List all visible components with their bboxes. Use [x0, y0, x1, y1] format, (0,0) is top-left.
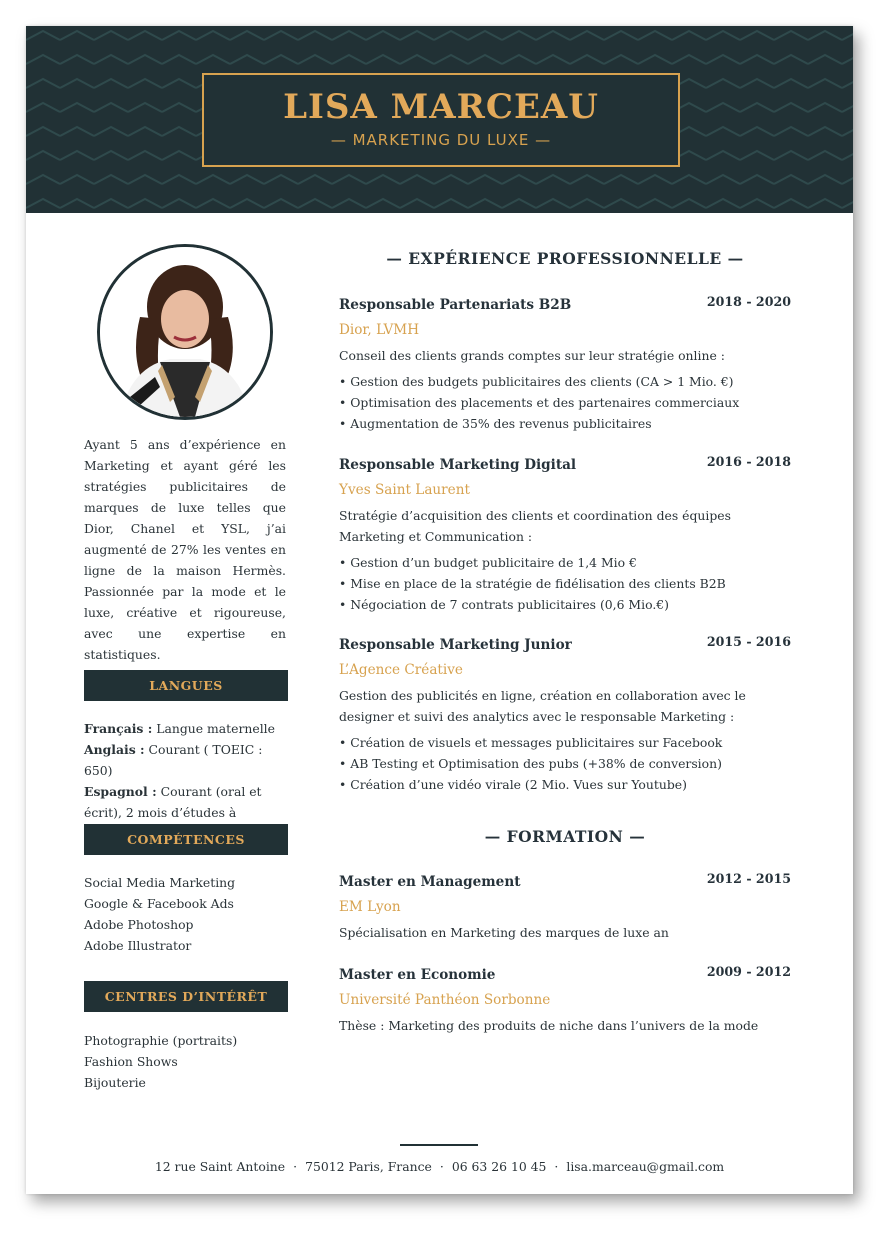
- job-bullet: • AB Testing et Optimisation des pubs (+38% de conversion): [339, 753, 791, 774]
- job-bullet: • Gestion d’un budget publicitaire de 1,4 Mio €: [339, 552, 791, 573]
- job-description: Stratégie d’acquisition des clients et coordination des équipes Marketing et Communication :: [339, 508, 731, 544]
- interests-list: [84, 1030, 294, 1093]
- job-title: Responsable Marketing Junior: [339, 637, 572, 653]
- language-item: Espagnol : Courant (oral et écrit), 2 mois d’études à: [84, 784, 262, 820]
- skill-item: Google & Facebook Ads: [84, 896, 234, 911]
- job-bullet: • Mise en place de la stratégie de fidélisation des clients B2B: [339, 573, 791, 594]
- contact-footer: [26, 1159, 853, 1174]
- profile-photo: [97, 244, 273, 420]
- skills-list: [84, 872, 294, 956]
- job-bullet: • Optimisation des placements et des partenaires commerciaux: [339, 392, 791, 413]
- portrait-image: [100, 247, 270, 417]
- candidate-name: LISA MARCEAU: [283, 87, 599, 127]
- footer-divider: [400, 1144, 478, 1146]
- interest-item: Fashion Shows: [84, 1054, 178, 1069]
- language-item: Anglais : Courant ( TOEIC : 650): [84, 742, 263, 778]
- job-description: Gestion des publicités en ligne, création en collaboration avec le designer et suivi des analytics avec le responsable Marketing :: [339, 688, 746, 724]
- job-company: Dior, LVMH: [339, 322, 420, 338]
- job-description: Conseil des clients grands comptes sur leur stratégie online :: [339, 348, 725, 363]
- job-bullet: • Gestion des budgets publicitaires des clients (CA > 1 Mio. €): [339, 371, 791, 392]
- language-item: Français : Langue maternelle: [84, 721, 275, 736]
- contact-city: 75012 Paris, France: [305, 1159, 432, 1174]
- job-tagline: — MARKETING DU LUXE —: [330, 131, 552, 149]
- degree-dates: 2009 - 2012: [706, 964, 791, 979]
- job-bullets: [339, 552, 791, 615]
- job-dates: 2016 - 2018: [706, 454, 791, 469]
- job-bullet: • Création de visuels et messages publicitaires sur Facebook: [339, 732, 791, 753]
- resume-page: [26, 26, 853, 1194]
- job-bullets: [339, 732, 791, 795]
- job-entry: [339, 294, 791, 434]
- job-bullet: • Création d’une vidéo virale (2 Mio. Vues sur Youtube): [339, 774, 791, 795]
- profile-summary: Ayant 5 ans d’expérience en Marketing et ayant géré les stratégies publicitaires de marques de luxe telles que Dior, Chanel et YSL, j’ai augmenté de 27% les ventes en ligne de la maison Hermès. Passionnée par la mode et le luxe, créative et rigoureuse, avec une expertise en statistiques.: [84, 437, 286, 662]
- job-dates: 2018 - 2020: [706, 294, 791, 309]
- degree-description: Thèse : Marketing des produits de niche dans l’univers de la mode: [339, 1018, 759, 1033]
- separator: ·: [439, 1159, 444, 1174]
- interests-heading: CENTRES D’INTÉRÊT: [84, 981, 288, 1012]
- degree-dates: 2012 - 2015: [706, 871, 791, 886]
- skill-item: Adobe Illustrator: [84, 938, 192, 953]
- skills-heading: COMPÉTENCES: [84, 824, 288, 855]
- job-company: L’Agence Créative: [339, 662, 463, 678]
- degree-description: Spécialisation en Marketing des marques de luxe an: [339, 925, 669, 940]
- job-dates: 2015 - 2016: [706, 634, 791, 649]
- job-entry: [339, 454, 791, 615]
- school-name: EM Lyon: [339, 899, 401, 915]
- interest-item: Bijouterie: [84, 1075, 146, 1090]
- name-frame: [202, 73, 680, 167]
- job-bullet: • Augmentation de 35% des revenus publicitaires: [339, 413, 791, 434]
- job-bullets: [339, 371, 791, 434]
- job-title: Responsable Partenariats B2B: [339, 297, 572, 313]
- separator: ·: [554, 1159, 559, 1174]
- contact-phone: 06 63 26 10 45: [451, 1159, 547, 1174]
- contact-email[interactable]: lisa.marceau@gmail.com: [566, 1159, 725, 1174]
- education-entry: [339, 964, 791, 1036]
- skill-item: Social Media Marketing: [84, 875, 236, 890]
- interest-item: Photographie (portraits): [84, 1033, 238, 1048]
- languages-heading: LANGUES: [84, 670, 288, 701]
- education-heading: — FORMATION —: [484, 827, 646, 846]
- education-entry: [339, 871, 791, 943]
- job-entry: [339, 634, 791, 795]
- degree-title: Master en Economie: [339, 967, 496, 983]
- contact-address: 12 rue Saint Antoine: [154, 1159, 286, 1174]
- school-name: Université Panthéon Sorbonne: [339, 992, 551, 1008]
- skill-item: Adobe Photoshop: [84, 917, 194, 932]
- experience-heading: — EXPÉRIENCE PROFESSIONNELLE —: [386, 249, 744, 268]
- header-banner: [26, 26, 853, 213]
- degree-title: Master en Management: [339, 874, 521, 890]
- job-company: Yves Saint Laurent: [339, 482, 470, 498]
- job-title: Responsable Marketing Digital: [339, 457, 577, 473]
- job-bullet: • Négociation de 7 contrats publicitaires (0,6 Mio.€): [339, 594, 791, 615]
- separator: ·: [293, 1159, 298, 1174]
